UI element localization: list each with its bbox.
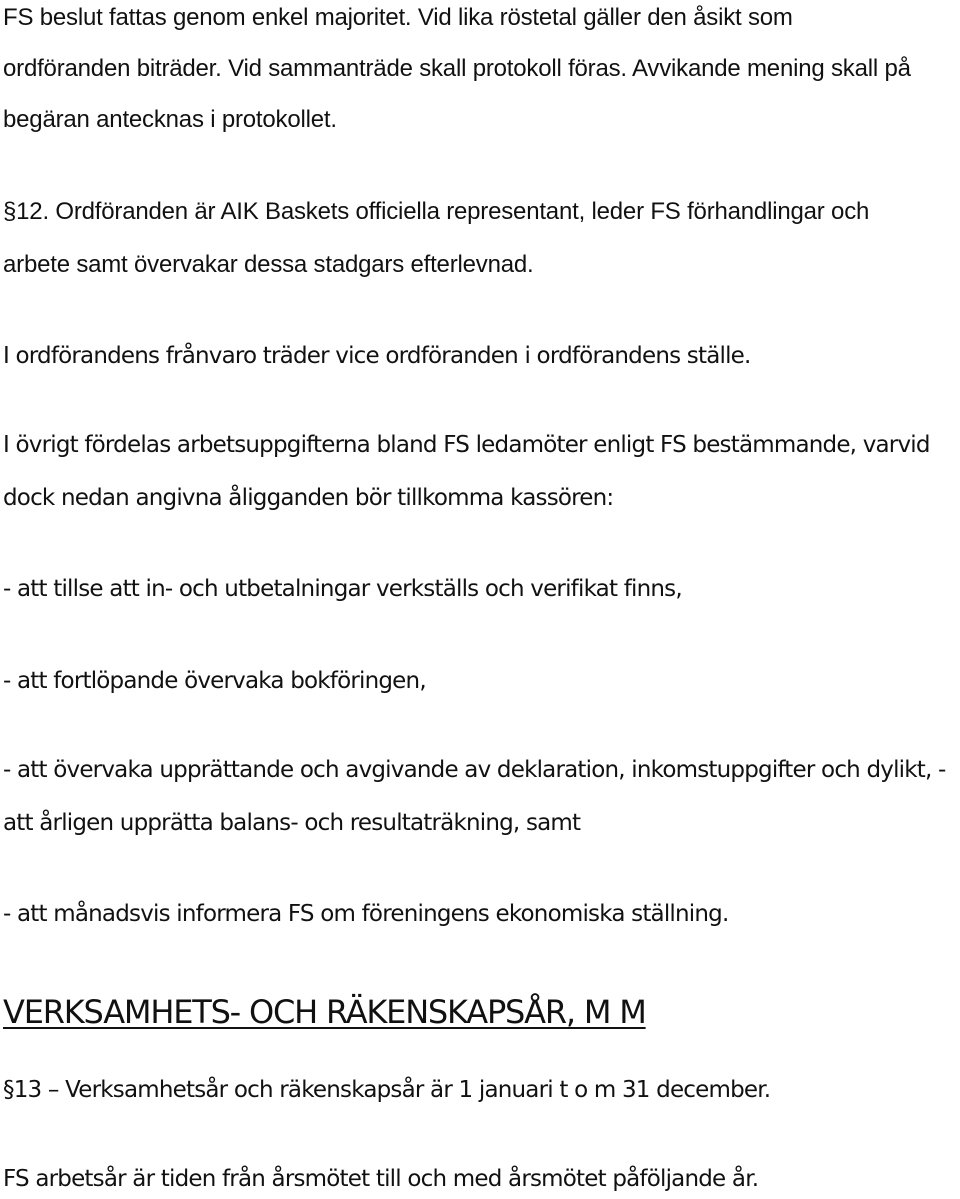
text-line: arbete samt övervakar dessa stadgars efterlevnad. <box>3 251 534 278</box>
text-line: dock nedan angivna åligganden bör tillkomma kassören: <box>3 485 614 511</box>
list-item: - att månadsvis informera FS om föreningens ekonomiska ställning. <box>3 901 729 927</box>
text-line: I ordförandens frånvaro träder vice ordföranden i ordförandens ställe. <box>3 343 751 369</box>
text-line: FS beslut fattas genom enkel majoritet. Vid lika röstetal gäller den åsikt som <box>3 4 793 31</box>
section-13-text: §13 – Verksamhetsår och räkenskapsår är 1 januari t o m 31 december. <box>3 1077 771 1103</box>
text-line: I övrigt fördelas arbetsuppgifterna bland FS ledamöter enligt FS bestämmande, varvid <box>3 432 930 458</box>
text-line: begäran antecknas i protokollet. <box>3 106 337 133</box>
list-item: - att övervaka upprättande och avgivande av deklaration, inkomstuppgifter och dylikt, - <box>3 757 946 783</box>
list-item: - att fortlöpande övervaka bokföringen, <box>3 668 426 694</box>
list-item: - att tillse att in- och utbetalningar verkställs och verifikat finns, <box>3 576 682 602</box>
text-line: ordföranden biträder. Vid sammanträde skall protokoll föras. Avvikande mening skall på <box>3 55 911 82</box>
final-paragraph: FS arbetsår är tiden från årsmötet till och med årsmötet påföljande år. <box>3 1166 759 1192</box>
section-heading: VERKSAMHETS- OCH RÄKENSKAPSÅR, M M <box>3 993 646 1031</box>
list-item-continuation: att årligen upprätta balans- och resultaträkning, samt <box>3 810 581 836</box>
section-12-text: §12. Ordföranden är AIK Baskets officiella representant, leder FS förhandlingar och <box>3 198 870 225</box>
